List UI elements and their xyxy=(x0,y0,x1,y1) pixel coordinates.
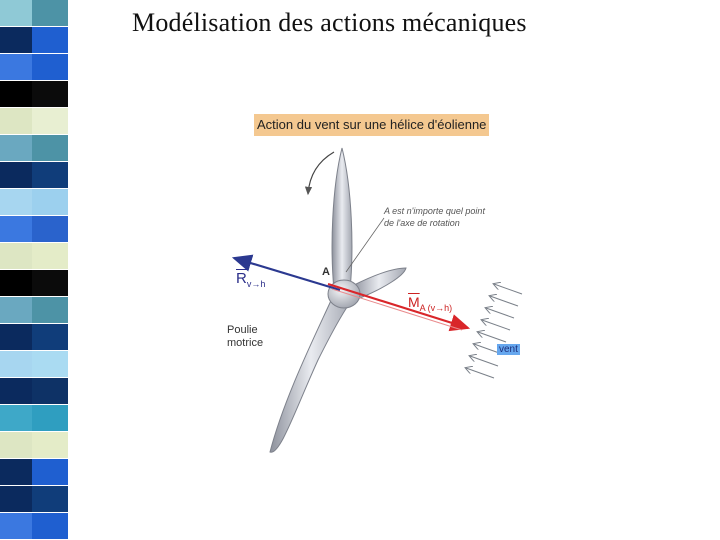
stripe-swatch xyxy=(32,486,68,512)
stripe-swatch xyxy=(32,459,68,485)
stripe-segment xyxy=(0,351,68,378)
figure-caption: Action du vent sur une hélice d'éolienne xyxy=(254,114,489,136)
stripe-segment xyxy=(0,270,68,297)
moment-vector-label xyxy=(408,294,452,313)
stripe-segment xyxy=(0,189,68,216)
stripe-segment xyxy=(0,324,68,351)
stripe-swatch xyxy=(32,297,68,323)
stripe-segment xyxy=(0,81,68,108)
stripe-swatch xyxy=(32,378,68,404)
moment-subscript: A (v→h) xyxy=(419,302,453,313)
rotation-arc xyxy=(308,152,334,194)
stripe-segment xyxy=(0,513,68,540)
pulley-label: Poulie motrice xyxy=(227,324,264,349)
stripe-swatch xyxy=(32,270,68,296)
stripe-swatch xyxy=(32,189,68,215)
stripe-swatch xyxy=(32,54,68,80)
stripe-swatch xyxy=(32,216,68,242)
stripe-swatch xyxy=(32,243,68,269)
stripe-swatch xyxy=(32,135,68,161)
stripe-swatch xyxy=(32,27,68,53)
hub xyxy=(328,280,360,308)
stripe-segment xyxy=(0,27,68,54)
stripe-segment xyxy=(0,405,68,432)
stripe-segment xyxy=(0,243,68,270)
stripe-segment xyxy=(0,378,68,405)
stripe-swatch xyxy=(32,108,68,134)
force-subscript: v→h xyxy=(246,279,266,289)
stripe-swatch xyxy=(32,405,68,431)
stripe-segment xyxy=(0,135,68,162)
stripe-swatch xyxy=(32,432,68,458)
wind-label: vent xyxy=(499,344,518,355)
decorative-stripe-bar xyxy=(0,0,68,540)
force-vector-label xyxy=(236,270,265,289)
force-symbol: $\overline{R}$ xyxy=(236,270,247,287)
stripe-segment xyxy=(0,297,68,324)
point-a-label: A xyxy=(322,266,330,278)
wind-arrows xyxy=(466,284,522,378)
moment-symbol: $\overline{M}$ xyxy=(408,294,420,310)
stripe-swatch xyxy=(32,162,68,188)
rotation-axis-note: A est n'importe quel point de l'axe de rotation xyxy=(384,206,485,228)
stripe-segment xyxy=(0,162,68,189)
stripe-swatch xyxy=(32,513,68,539)
stripe-segment xyxy=(0,108,68,135)
stripe-swatch xyxy=(32,324,68,350)
blade-top xyxy=(332,148,352,290)
stripe-swatch xyxy=(32,0,68,26)
stripe-swatch xyxy=(32,351,68,377)
wind-turbine-figure xyxy=(222,108,542,468)
slide-title: Modélisation des actions mécaniques xyxy=(132,8,527,37)
stripe-segment xyxy=(0,54,68,81)
turbine-illustration xyxy=(222,108,542,468)
stripe-segment xyxy=(0,486,68,513)
stripe-swatch xyxy=(32,81,68,107)
stripe-segment xyxy=(0,216,68,243)
blade-bottom xyxy=(270,294,352,452)
stripe-segment xyxy=(0,0,68,27)
stripe-segment xyxy=(0,432,68,459)
stripe-segment xyxy=(0,459,68,486)
